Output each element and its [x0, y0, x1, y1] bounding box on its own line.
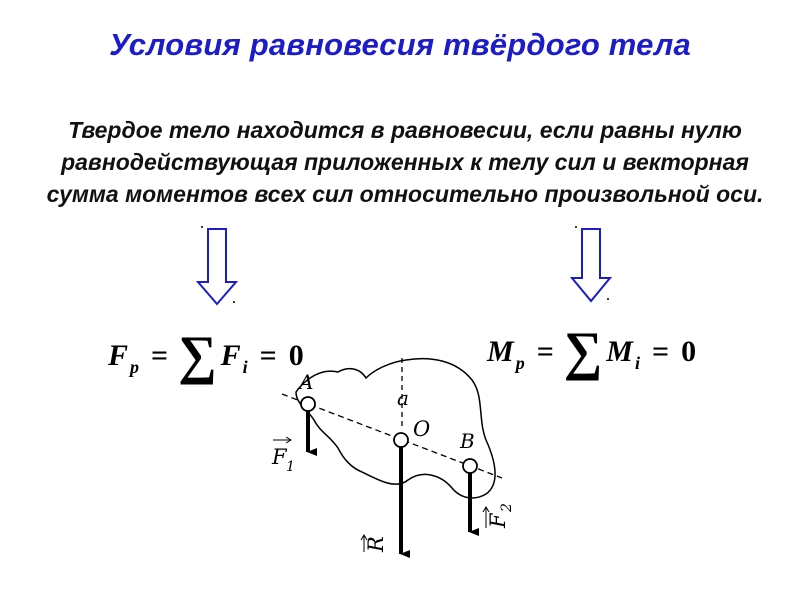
- label-resultant-r: [361, 535, 388, 553]
- label-axis-a: a: [397, 386, 409, 410]
- label-resultant-r-letter: R: [364, 536, 388, 552]
- force-equals-2: =: [259, 339, 277, 372]
- label-force-f1: [271, 437, 295, 475]
- moment-equilibrium-formula: [487, 321, 702, 381]
- label-force-f1-index: 1: [286, 459, 295, 475]
- paragraph-line-1: Твердое тело находится в равновесии, если равны нулю: [68, 117, 742, 143]
- label-point-a: A: [299, 370, 314, 394]
- moment-sigma-symbol: ∑: [563, 321, 603, 381]
- point-o-marker: [394, 433, 408, 447]
- point-b-marker: [463, 459, 477, 473]
- arrow-dot-left-bottom: [233, 301, 235, 303]
- down-arrow-right-icon: [572, 229, 610, 301]
- force-subscript-p: p: [130, 357, 140, 377]
- moment-term-symbol: M: [606, 335, 633, 368]
- force-equilibrium-formula: [108, 325, 310, 385]
- moment-subscript-i: i: [634, 353, 640, 373]
- force-sigma-symbol: ∑: [178, 325, 217, 385]
- arrow-dot-right-top: [575, 226, 577, 228]
- moment-equals-1: =: [536, 335, 554, 368]
- down-arrow-left-icon: [198, 229, 236, 304]
- label-point-b: B: [460, 429, 475, 453]
- moment-equals-2: =: [652, 335, 670, 368]
- slide-title: Условия равновесия твёрдого тела: [109, 27, 691, 62]
- point-a-marker: [301, 397, 315, 411]
- force-equals-1: =: [151, 339, 169, 372]
- arrow-dot-right-bottom: [607, 298, 609, 300]
- force-term-symbol: F: [220, 339, 241, 372]
- arrow-dot-left-top: [201, 226, 203, 228]
- label-force-f2: [483, 503, 515, 529]
- label-force-f1-letter: F: [272, 445, 287, 469]
- label-force-f2-index: 2: [499, 503, 515, 512]
- force-subscript-i: i: [242, 357, 248, 377]
- moment-result-zero: 0: [681, 335, 697, 368]
- paragraph-line-3: сумма моментов всех сил относительно произвольной оси.: [46, 181, 764, 207]
- label-force-f2-letter: F: [486, 513, 510, 528]
- force-symbol: F: [108, 339, 129, 372]
- paragraph-line-2: равнодействующая приложенных к телу сил и векторная: [61, 149, 749, 175]
- moment-symbol: M: [487, 335, 514, 368]
- force-result-zero: 0: [288, 339, 304, 372]
- moment-subscript-p: p: [515, 353, 525, 373]
- label-point-o: O: [413, 417, 431, 441]
